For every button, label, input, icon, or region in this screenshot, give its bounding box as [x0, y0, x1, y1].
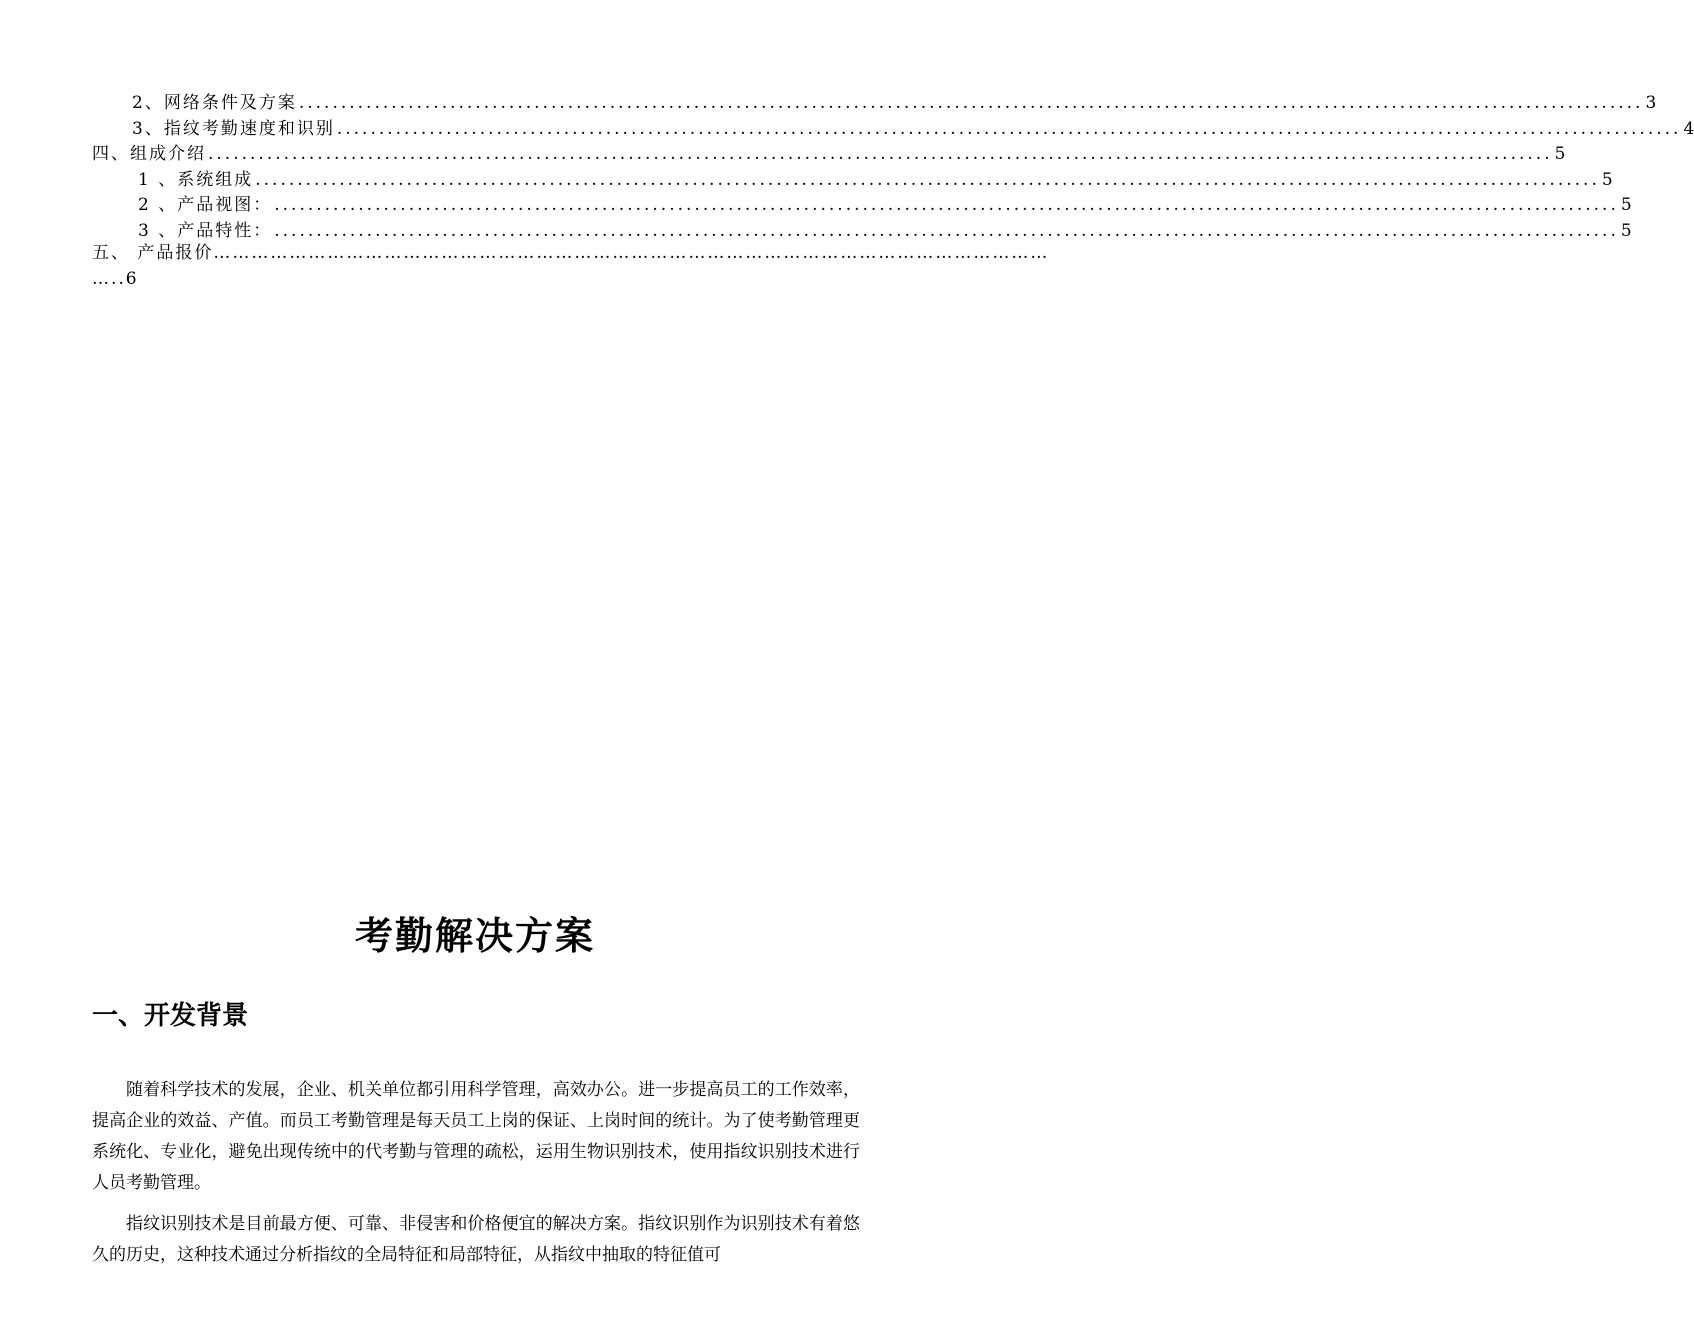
toc-entry[interactable] [92, 114, 1694, 140]
table-of-contents [92, 88, 1694, 292]
toc-entry-label: 3、指纹考勤速度和识别 [132, 118, 335, 139]
section-heading: 一、开发背景 [92, 1001, 249, 1031]
toc-entry-label: 3 、产品特性： [138, 220, 273, 241]
paragraph: 随着科学技术的发展，企业、机关单位都引用科学管理，高效办公。进一步提高员工的工作效率，提高企业的效益、产值。而员工考勤管理是每天员工上岗的保证、上岗时间的统计。为了使考勤管理更系统化、专业化，避免出现传统中的代考勤与管理的疏松，运用生物识别技术，使用指纹识别技术进行人员考勤管理。 [92, 1080, 860, 1193]
toc-entry[interactable] [92, 190, 1632, 216]
toc-entry[interactable] [92, 88, 1657, 114]
toc-entry[interactable] [92, 139, 1566, 165]
toc-entry-page: 5 [1620, 195, 1632, 215]
toc-leader-dots [299, 93, 1644, 113]
toc-leader-dots [274, 221, 1619, 241]
toc-entry[interactable] [92, 165, 1613, 191]
toc-wrapped-line-2: …..6 [92, 268, 139, 289]
toc-entry-wrapped[interactable] [92, 241, 1050, 292]
toc-entry-page: 5 [1554, 144, 1566, 164]
toc-entry-label: 2 、产品视图： [138, 195, 273, 215]
toc-entry-page: 5 [1620, 220, 1632, 241]
body-text [92, 1075, 860, 1281]
toc-entry-label: 四、组成介绍 [92, 144, 206, 164]
toc-entry-page: 5 [1601, 169, 1613, 190]
paragraph: 指纹识别技术是目前最方便、可靠、非侵害和价格便宜的解决方案。指纹识别作为识别技术有着悠久的历史，这种技术通过分析指纹的全局特征和局部特征，从指纹中抽取的特征值可 [92, 1214, 860, 1265]
toc-entry[interactable] [92, 216, 1632, 242]
toc-entry-page: 3 [1645, 93, 1657, 113]
toc-leader-dots [337, 119, 1682, 139]
document-title: 考勤解决方案 [354, 913, 595, 958]
toc-leader-dots [274, 195, 1619, 215]
toc-leader-dots [255, 170, 1600, 190]
toc-entry-page: 4 [1683, 118, 1694, 139]
toc-wrapped-line-1: 五、 产品报价…………………………………………………………………………………………………………………… [92, 243, 1050, 263]
toc-leader-dots [208, 144, 1553, 164]
toc-entry-label: 2、网络条件及方案 [132, 93, 297, 113]
toc-entry-label: 1 、系统组成 [138, 169, 254, 190]
